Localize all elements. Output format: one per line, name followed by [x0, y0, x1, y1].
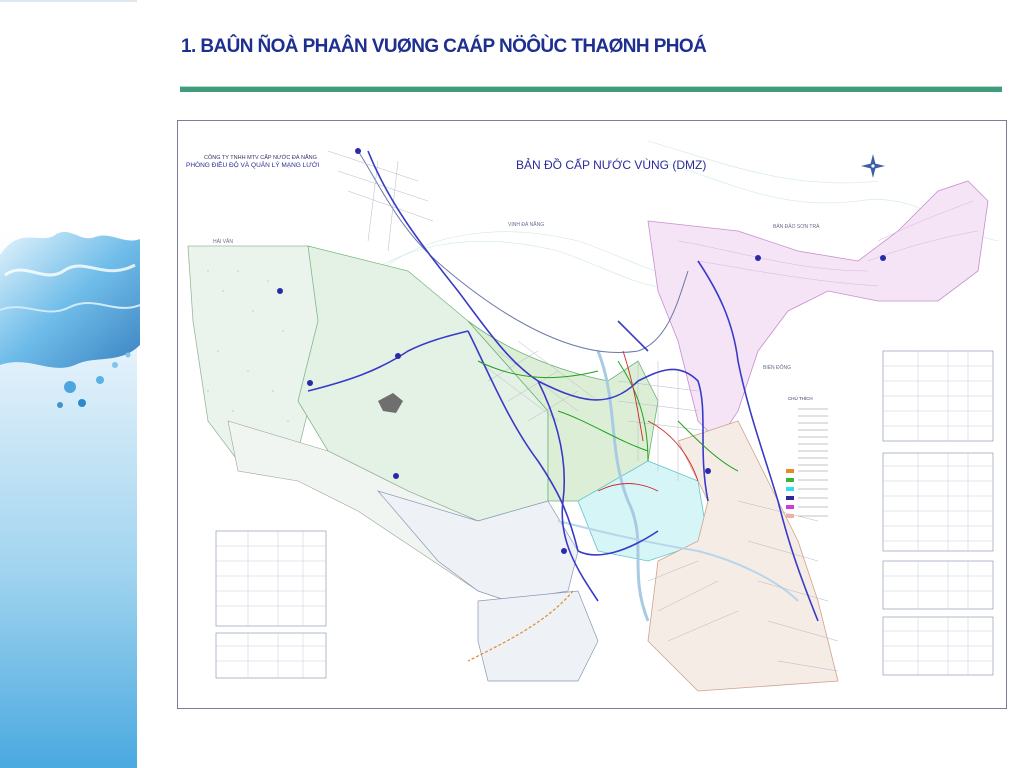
zone-tables-left [216, 531, 326, 678]
legend-swatch-hai-chau [786, 469, 794, 473]
table-thanh-khe [883, 453, 993, 551]
bay-label: VỊNH ĐÀ NẴNG [508, 222, 545, 228]
zone-ngu-hanh-son [648, 421, 838, 691]
sidebar-top-line [0, 0, 137, 2]
department-name: PHÒNG ĐIỀU ĐỘ VÀ QUẢN LÝ MẠNG LƯỚI [186, 162, 320, 169]
water-supply-zone-map [177, 120, 1007, 709]
legend-swatch-ngu-hanh-son [786, 514, 794, 518]
map-legend [786, 395, 828, 518]
city-map-graphic [178, 121, 1006, 708]
table-lien-chieu [216, 531, 326, 626]
sidebar-decoration [0, 0, 137, 768]
zone-hai-van [188, 246, 328, 461]
legend-swatch-lien-chieu [786, 487, 794, 491]
east-sea-label: BIỂN ĐÔNG [763, 365, 792, 371]
water-splash-icon [0, 215, 140, 415]
hai-van-label: HẢI VÂN [213, 239, 234, 245]
legend-swatch-thanh-khe [786, 478, 794, 482]
peninsula-label: BÁN ĐẢO SƠN TRÀ [773, 224, 820, 230]
page-title: 1. BAÛN ÑOÀ PHAÂN VUØNG CAÁP NÖÔÙC THAØNH PHOÁ [181, 36, 707, 57]
zone-hoa-chau [478, 591, 598, 681]
compass-icon [861, 154, 885, 178]
legend-swatch-lines [798, 471, 828, 516]
zone-tables-right [883, 351, 993, 675]
legend-swatch-cam-le [786, 496, 794, 500]
title-divider [180, 86, 1002, 92]
legend-rows [798, 409, 828, 465]
table-hai-chau [216, 633, 326, 678]
map-title: BẢN ĐỒ CẤP NƯỚC VÙNG (DMZ) [516, 158, 707, 172]
company-name: CÔNG TY TNHH MTV CẤP NƯỚC ĐÀ NẴNG [204, 155, 317, 161]
legend-swatch-son-tra [786, 505, 794, 509]
table-cam-le [883, 561, 993, 609]
legend-heading: CHÚ THÍCH [788, 396, 813, 401]
